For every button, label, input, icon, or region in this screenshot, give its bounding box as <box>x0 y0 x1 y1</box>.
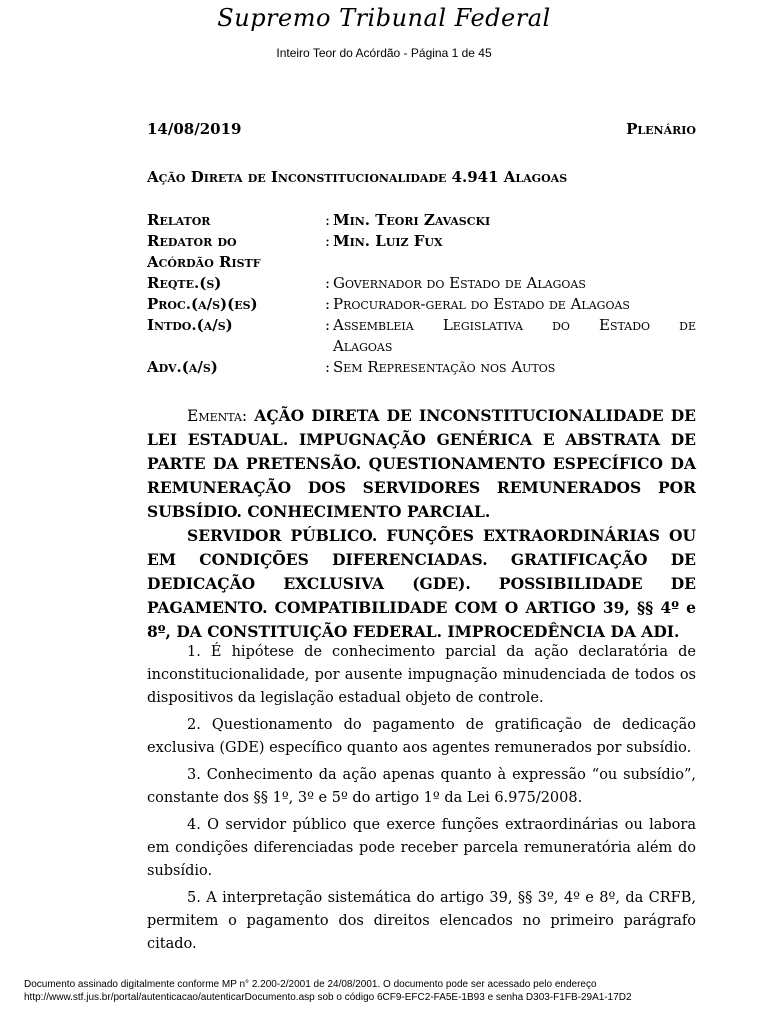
party-value: Alagoas <box>333 337 393 355</box>
ementa-item: 1. É hipótese de conhecimento parcial da ação declaratória de inconstitucionalidade, por ausente impugnação minudenciada de todos os dispositivos da legislação estadual objeto de controle. <box>147 644 696 706</box>
date-row <box>147 120 696 138</box>
footer-line: http://www.stf.jus.br/portal/autenticacao/autenticarDocumento.asp sob o código 6CF9-EFC2-FA5E-1B93 e senha D303-F1FB-29A1-17D2 <box>24 992 632 1003</box>
ementa-item: 4. O servidor público que exerce funções extraordinárias ou labora em condições diferenciadas pode receber parcela remuneratória além do subsídio. <box>147 817 696 879</box>
party-row-redator <box>147 231 696 252</box>
party-colon: : <box>325 358 331 376</box>
ementa-label: Ementa: <box>187 407 248 425</box>
parties-block <box>147 210 696 378</box>
signature-footer <box>24 978 744 1004</box>
party-value: Min. Teori Zavascki <box>333 211 491 229</box>
party-colon <box>325 252 333 273</box>
court-name: Supremo Tribunal Federal <box>217 4 551 32</box>
party-row-intdo <box>147 315 696 336</box>
judgment-date: 14/08/2019 <box>147 120 242 138</box>
party-value <box>333 252 696 273</box>
party-row-intdo-cont <box>147 336 696 357</box>
ementa-paragraph-2: SERVIDOR PÚBLICO. FUNÇÕES EXTRAORDINÁRIAS OU EM CONDIÇÕES DIFERENCIADAS. GRATIFICAÇÃO DE DEDICAÇÃO EXCLUSIVA (GDE). POSSIBILIDADE DE PAGAMENTO. COMPATIBILIDADE COM O ARTIGO 39, §§ 4º e 8º, DA CONSTITUIÇÃO FEDERAL. IMPROCEDÊNCIA DA ADI. <box>147 526 696 641</box>
party-colon: : <box>325 211 331 229</box>
party-colon: : <box>325 316 331 334</box>
party-label: Redator do <box>147 232 237 250</box>
party-colon: : <box>325 295 331 313</box>
ementa-items <box>147 641 696 960</box>
case-title: Ação Direta de Inconstitucionalidade 4.941 Alagoas <box>147 168 568 186</box>
party-row-proc <box>147 294 696 315</box>
party-label: Acórdão Ristf <box>147 253 261 271</box>
page-info: Inteiro Teor do Acórdão - Página 1 de 45 <box>276 46 492 60</box>
party-value: Assembleia Legislativa do Estado de <box>333 316 696 334</box>
party-colon <box>325 336 333 357</box>
ementa-item: 2. Questionamento do pagamento de gratificação de dedicação exclusiva (GDE) específico quanto aos agentes remunerados por subsídio. <box>147 717 696 756</box>
party-label: Relator <box>147 211 211 229</box>
party-colon: : <box>325 232 331 250</box>
footer-line: Documento assinado digitalmente conforme MP n° 2.200-2/2001 de 24/08/2001. O documento pode ser acessado pelo endereço <box>24 979 597 990</box>
party-value: Governador do Estado de Alagoas <box>333 274 586 292</box>
party-label: Intdo.(a/s) <box>147 316 233 334</box>
party-row-redator-cont <box>147 252 696 273</box>
ementa-paragraph-1 <box>147 404 696 524</box>
party-colon: : <box>325 274 331 292</box>
ementa-item: 3. Conhecimento da ação apenas quanto à expressão “ou subsídio”, constante dos §§ 1º, 3º e 5º do artigo 1º da Lei 6.975/2008. <box>147 767 696 806</box>
party-label: Proc.(a/s)(es) <box>147 295 258 313</box>
party-label: Reqte.(s) <box>147 274 222 292</box>
party-row-relator <box>147 210 696 231</box>
party-row-adv <box>147 357 696 378</box>
party-value: Min. Luiz Fux <box>333 232 443 250</box>
ementa-text: AÇÃO DIRETA DE INCONSTITUCIONALIDADE DE LEI ESTADUAL. IMPUGNAÇÃO GENÉRICA E ABSTRATA DE PARTE DA PRETENSÃO. QUESTIONAMENTO ESPECÍFICO DA REMUNERAÇÃO DOS SERVIDORES REMUNERADOS POR SUBSÍDIO. CONHECIMENTO PARCIAL. <box>147 406 696 521</box>
party-label <box>147 336 325 357</box>
party-value: Procurador-geral do Estado de Alagoas <box>333 295 630 313</box>
judging-organ: Plenário <box>626 120 696 138</box>
party-label: Adv.(a/s) <box>147 358 218 376</box>
ementa-block <box>147 404 696 644</box>
party-value: Sem Representação nos Autos <box>333 358 556 376</box>
ementa-item: 5. A interpretação sistemática do artigo 39, §§ 3º, 4º e 8º, da CRFB, permitem o pagamento dos direitos elencados no primeiro parágrafo citado. <box>147 890 696 952</box>
party-row-reqte <box>147 273 696 294</box>
